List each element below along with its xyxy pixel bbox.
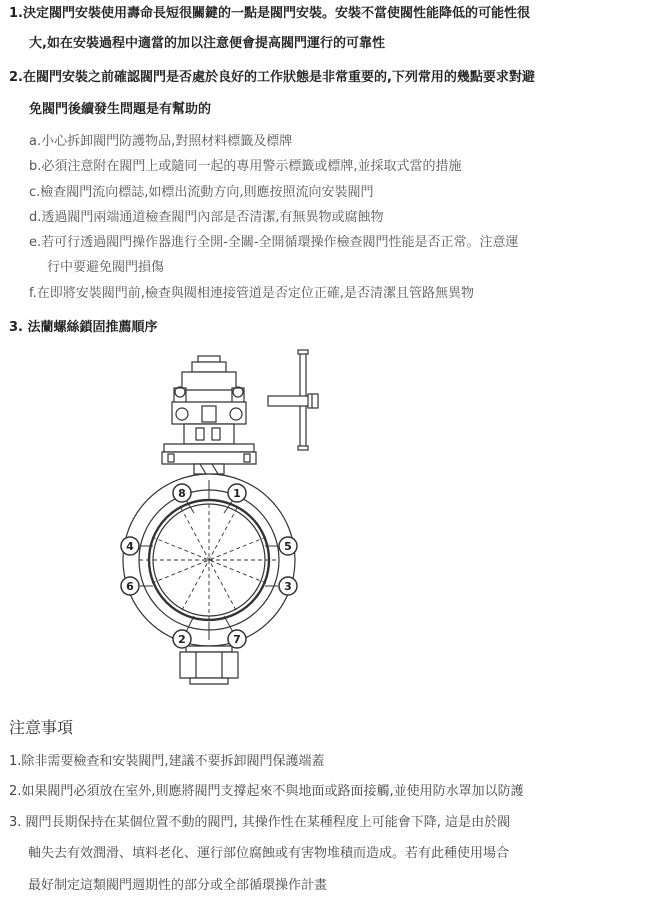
list-item: a.小心拆卸閥門防護物品,對照材料標籤及標牌 — [29, 134, 293, 149]
bolt-label-3: 3 — [284, 580, 292, 593]
note-item-2: 2.如果閥門必須放在室外,則應將閥門支撐起來不與地面或路面接觸,並使用防水罩加以防護 — [9, 784, 524, 799]
section2-line2: 免閥門後續發生問題是有幫助的 — [29, 102, 212, 117]
notes-heading: 注意事項 — [9, 718, 74, 737]
list-item-continuation: 行中要避免閥門損傷 — [47, 260, 165, 275]
flange-body — [123, 474, 295, 646]
section2-line1: 2.在閥門安裝之前確認閥門是否處於良好的工作狀態是非常重要的,下列常用的幾點要求對避 — [9, 70, 535, 85]
bolt-label-8: 8 — [178, 487, 186, 500]
bolt-label-6: 6 — [126, 580, 134, 593]
handwheel-icon — [268, 350, 318, 450]
section1-line2: 大,如在安裝過程中適當的加以注意便會提高閥門運行的可靠性 — [29, 36, 385, 51]
butterfly-valve-diagram — [100, 340, 320, 692]
note-item-3-cont-1: 軸失去有效潤滑、填料老化、運行部位腐蝕或有害物堆積而造成。若有此種使用場合 — [28, 846, 510, 861]
note-item-1: 1.除非需要檢查和安裝閥門,建議不要拆卸閥門保護端蓋 — [9, 754, 325, 769]
gearbox-icon — [162, 356, 256, 474]
list-item: b.必須注意附在閥門上或隨同一起的專用警示標籤或標牌,並採取式當的措施 — [29, 159, 462, 174]
bolt-label-5: 5 — [284, 540, 292, 553]
note-item-3-cont-2: 最好制定這類閥門週期性的部分或全部循環操作計畫 — [28, 878, 328, 893]
bolt-label-1: 1 — [233, 487, 241, 500]
section1-line1: 1.決定閥門安裝使用壽命長短很關鍵的一點是閥門安裝。安裝不當使閥性能降低的可能性很 — [9, 6, 530, 21]
bottom-plug — [180, 646, 238, 684]
bolt-label-4: 4 — [126, 540, 134, 553]
bolt-label-2: 2 — [178, 633, 186, 646]
list-item: e.若可行透過閥門操作器進行全開-全關-全開循環操作檢查閥門性能是否正常。注意運 — [29, 235, 519, 250]
bolt-label-7: 7 — [233, 633, 241, 646]
list-item: c.檢查閥門流向標誌,如標出流動方向,則應按照流向安裝閥門 — [29, 185, 374, 200]
list-item: d.透過閥門兩端通道檢查閥門內部是否清潔,有無異物或腐蝕物 — [29, 210, 384, 225]
list-item: f.在即將安裝閥門前,檢查與閥相連接管道是否定位正確,是否清潔且管路無異物 — [29, 286, 475, 301]
note-item-3: 3. 閥門長期保持在某個位置不動的閥門, 其操作性在某種程度上可能會下降, 這是由於閥 — [9, 815, 511, 830]
section3-title: 3. 法蘭螺絲鎖固推薦順序 — [9, 320, 158, 335]
